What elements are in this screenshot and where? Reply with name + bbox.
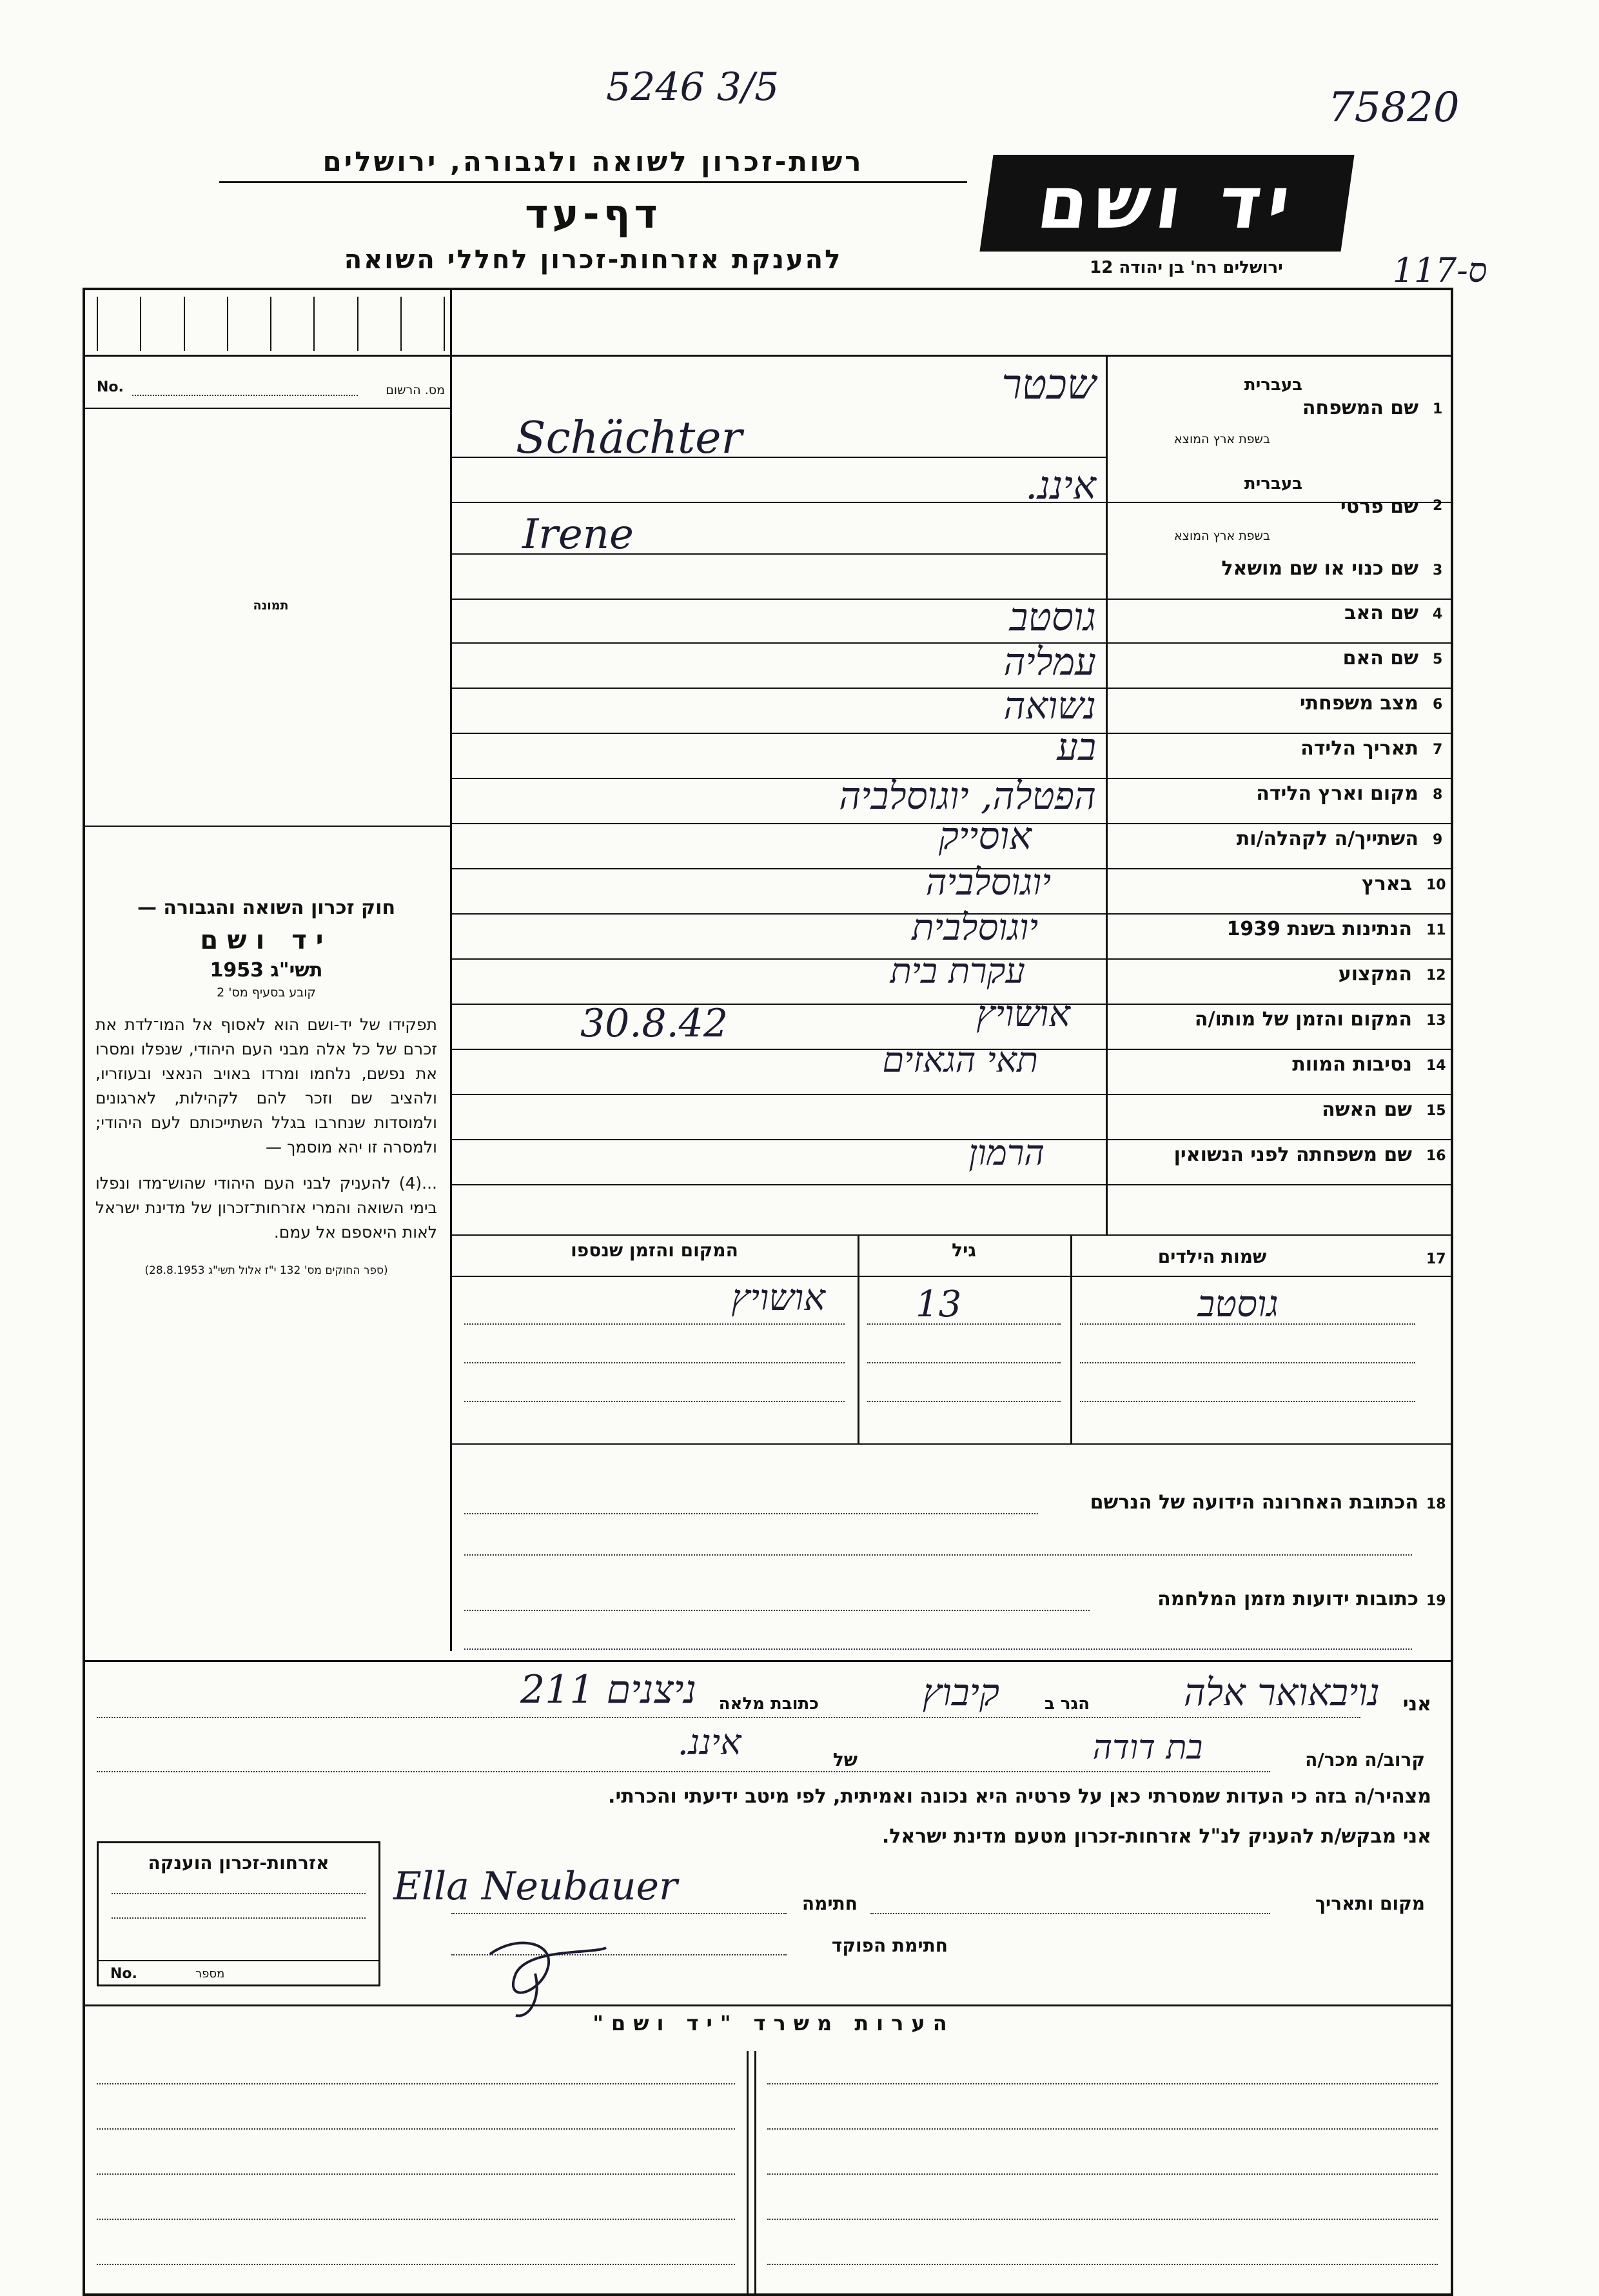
remarks-divider-2	[754, 2051, 756, 2296]
field-19-number: 19	[1426, 1593, 1446, 1609]
field-1-number: 1	[1433, 401, 1443, 417]
field-14-value: תאי הגאזים	[882, 1040, 1038, 1080]
field-13-value: אושויץ	[976, 993, 1070, 1035]
field-15-label: שם האשה	[1322, 1098, 1412, 1121]
children-row-line	[867, 1401, 1061, 1402]
declarant-relative-label: קרוב/ה מכר/ה	[1305, 1749, 1425, 1770]
field-1-value: שכטר	[1001, 361, 1096, 409]
field-18-label: הכתובת האחרונה הידועה של הנרשם	[1090, 1491, 1418, 1514]
declarant-city: קיבוץ	[922, 1670, 999, 1714]
field-2-value: איננ.	[1025, 463, 1096, 508]
field-2-number: 2	[1433, 498, 1443, 514]
field-10-number: 10	[1426, 877, 1446, 893]
left-column-divider	[450, 355, 452, 1651]
row-line	[451, 1184, 1451, 1185]
law-text-1: תפקידו של יד-ושם הוא לאסוף אל המו־לדת את זכרם של כל אלה מבני העם היהודי, שנפלו ומסרו את נפשם, נלחמו ומרדו באויב הנאצי ובעוזריו, ולהציב שם וזכר להם לקהילות, לארגונים ולמוסדות שנחרבו בגלל השתייכותם לעם היהודי; ולמסרה זו יהא מוסמך —	[95, 1015, 437, 1156]
field-18-line-2	[464, 1554, 1412, 1556]
remarks-top-line	[85, 2004, 1451, 2006]
reg-label: מס. הרשום	[386, 383, 445, 397]
field-6-number: 6	[1433, 697, 1443, 713]
place-date-line	[870, 1913, 1270, 1914]
children-col-place: המקום והזמן שנספו	[571, 1240, 738, 1261]
field-2-label: שם פרטי	[1340, 495, 1418, 518]
field-9-number: 9	[1433, 832, 1443, 848]
signature-label: חתימה	[801, 1893, 858, 1914]
declarant-address: ניצנים 211	[520, 1667, 696, 1712]
stamp-mispar: מספר	[195, 1967, 225, 1981]
field-18-line	[464, 1513, 1038, 1514]
field-4-label: שם האב	[1344, 602, 1418, 624]
label-column-divider	[1106, 355, 1108, 1235]
declarant-address-label: כתובת מלאה	[718, 1694, 819, 1714]
field-13-number: 13	[1426, 1013, 1446, 1029]
field-4-value: גוסטב	[1009, 595, 1096, 640]
field-10-value: יוגוסלביה	[925, 862, 1051, 904]
children-row-line	[464, 1401, 845, 1402]
remarks-line	[767, 2173, 1438, 2175]
field-3-label: שם כנוי או שם מושאל	[1221, 557, 1418, 580]
remarks-line	[97, 2264, 735, 2265]
field-9-value: אוסייק	[938, 814, 1032, 858]
declarant-signature: Ella Neubauer	[393, 1864, 678, 1909]
law-year: תשי"ג 1953	[210, 959, 323, 982]
field-16-value: הרמון	[968, 1133, 1045, 1173]
photo-label: תמונה	[253, 599, 289, 613]
law-source: (ספר החוקים מס' 132 י"ז אלול תשי"ג 28.8.1953)	[144, 1264, 388, 1277]
citizenship-stamp-box	[97, 1841, 380, 1986]
declarant-statement: מצהיר/ה בזה כי העדות שמסרתי כאן על פרטיה היא נכונה ואמיתית, לפי מיטב ידיעתי והכרתי.	[608, 1785, 1431, 1808]
children-col-divider-1	[1070, 1234, 1072, 1444]
field-1-value-latin: Schächter	[516, 413, 742, 464]
field-13-date: 30.8.42	[580, 1001, 729, 1046]
field-13-label: המקום והזמן של מותו/ה	[1194, 1008, 1412, 1031]
declarant-of-name: איננ.	[677, 1722, 741, 1763]
side-code: 117-ס	[1393, 252, 1487, 290]
archive-number: 5246 3/5	[606, 64, 780, 110]
children-row-line	[464, 1323, 845, 1325]
field-11-number: 11	[1426, 922, 1446, 938]
children-col-age: גיל	[952, 1240, 976, 1261]
field-11-label: הנתינות בשנת 1939	[1226, 918, 1412, 940]
remarks-line	[767, 2219, 1438, 2220]
office-address: ירושלים רח' בן יהודה 12	[1090, 258, 1283, 277]
child-1-age: 13	[916, 1283, 962, 1325]
field-2-value-latin: Irene	[522, 511, 634, 559]
field-6-value: נשואה	[1003, 684, 1096, 727]
field-5-value: עמליה	[1003, 640, 1096, 684]
declarant-shel: של	[832, 1749, 858, 1770]
declarant-relation: בת דודה	[1092, 1728, 1203, 1767]
field-18-number: 18	[1426, 1496, 1446, 1512]
reg-row-line	[85, 408, 451, 409]
yad-vashem-logo	[979, 155, 1354, 252]
field-19-line	[464, 1610, 1090, 1611]
field-15-number: 15	[1426, 1103, 1446, 1119]
field-12-value: עקרת בית	[890, 951, 1025, 991]
field-14-label: נסיבות המוות	[1292, 1053, 1412, 1076]
field-7-label: תאריך הלידה	[1300, 737, 1418, 760]
remarks-divider	[747, 2051, 749, 2296]
child-1-place: אושויץ	[731, 1277, 825, 1319]
children-bottom-line	[451, 1443, 1451, 1445]
declarant-name: נויבאואר אלה	[1183, 1670, 1380, 1714]
field-8-value: הפטלה, יוגוסלביה	[839, 774, 1096, 818]
remarks-line	[97, 2083, 735, 2084]
law-name: יד ושם	[200, 925, 333, 955]
children-row-line	[867, 1323, 1061, 1325]
field-17-number: 17	[1426, 1251, 1446, 1267]
section-divider	[85, 1660, 1451, 1662]
field-7-value: בע	[1057, 725, 1096, 769]
officer-signature-label: חתימת הפוקד	[831, 1935, 948, 1956]
law-clause: קובע בסעיף מס' 2	[217, 985, 316, 1000]
form-subtitle: להענקת אזרחות-זכרון לחללי השואה	[344, 245, 843, 275]
signature-line	[451, 1913, 787, 1914]
remarks-line	[97, 2173, 735, 2175]
law-title: חוק זכרון השואה והגבורה —	[137, 896, 396, 919]
field-6-label: מצב משפחתי	[1299, 692, 1418, 715]
declarant-ani: אני	[1402, 1693, 1431, 1716]
reg-boxes	[97, 297, 445, 351]
reference-number: 75820	[1328, 84, 1460, 132]
field-1-label: שם המשפחה	[1302, 397, 1418, 419]
field-2-bottom: בשפת ארץ המוצא	[1173, 529, 1270, 543]
field-7-number: 7	[1433, 742, 1443, 758]
field-5-number: 5	[1433, 651, 1443, 668]
remarks-line	[767, 2083, 1438, 2084]
field-10-label: בארץ	[1361, 873, 1412, 895]
place-date-label: מקום ותאריך	[1315, 1893, 1425, 1914]
form-title: דף-עד	[525, 190, 662, 237]
field-8-label: מקום וארץ הלידה	[1256, 782, 1418, 805]
children-row-line	[1080, 1362, 1415, 1363]
child-1-name: גוסטב	[1197, 1283, 1279, 1325]
law-text-2: ...(4) להעניק לבני העם היהודי שהוש־מדו ונפלו בימי השואה והמרי אזרחות־זכרון של מדינת ישראל לאות היאספם אל עמם.	[95, 1174, 437, 1242]
remarks-line	[767, 2128, 1438, 2130]
field-8-number: 8	[1433, 787, 1443, 803]
field-19-line-2	[464, 1648, 1412, 1650]
row-line	[451, 1234, 1451, 1236]
reg-no-line	[132, 395, 358, 396]
children-row-line	[464, 1362, 845, 1363]
field-16-number: 16	[1426, 1148, 1446, 1164]
declarant-line-2	[97, 1771, 1270, 1772]
field-14-number: 14	[1426, 1058, 1446, 1074]
field-12-number: 12	[1426, 967, 1446, 984]
field-11-value: יוגוסלבית	[912, 907, 1038, 949]
top-strip-divider	[450, 290, 452, 355]
field-19-label: כתובות ידועות מזמן המלחמה	[1157, 1588, 1418, 1610]
field-3-number: 3	[1433, 562, 1443, 579]
law-block	[95, 896, 437, 1277]
row-line	[451, 1094, 1451, 1095]
field-1-top: בעברית	[1244, 375, 1302, 395]
stamp-no: No.	[110, 1966, 137, 1982]
declarant-line	[97, 1717, 1360, 1718]
remarks-line	[97, 2128, 735, 2130]
logo-text: יד ושם	[1032, 161, 1302, 245]
field-5-label: שם האם	[1342, 647, 1418, 669]
authority-name: רשות-זכרון לשואה ולגבורה, ירושלים	[219, 146, 967, 183]
remarks-line	[97, 2219, 735, 2220]
declarant-request: אני מבקש/ת להעניק לנ"ל אזרחות-זכרון מטעם מדינת ישראל.	[881, 1825, 1431, 1848]
field-16-label: שם משפחתה לפני הנשואין	[1173, 1143, 1412, 1166]
reg-no: No.	[97, 379, 124, 395]
children-col-divider-2	[858, 1234, 859, 1444]
field-2-top: בעברית	[1244, 474, 1302, 493]
photo-bottom-line	[85, 826, 451, 827]
children-row-line	[867, 1362, 1061, 1363]
remarks-title: הערות משרד "יד ושם"	[593, 2011, 955, 2035]
children-col-names: שמות הילדים	[1157, 1246, 1267, 1267]
field-1-bottom: בשפת ארץ המוצא	[1173, 432, 1270, 446]
children-row-line	[1080, 1401, 1415, 1402]
stamp-title: אזרחות-זכרון הוענקה	[148, 1852, 329, 1874]
field-9-label: השתייך/ה לקהלה/ות	[1236, 827, 1418, 850]
remarks-line	[767, 2264, 1438, 2265]
field-4-number: 4	[1433, 606, 1443, 622]
field-12-label: המקצוע	[1338, 963, 1412, 985]
declarant-resides-label: הגר ב	[1044, 1694, 1090, 1714]
